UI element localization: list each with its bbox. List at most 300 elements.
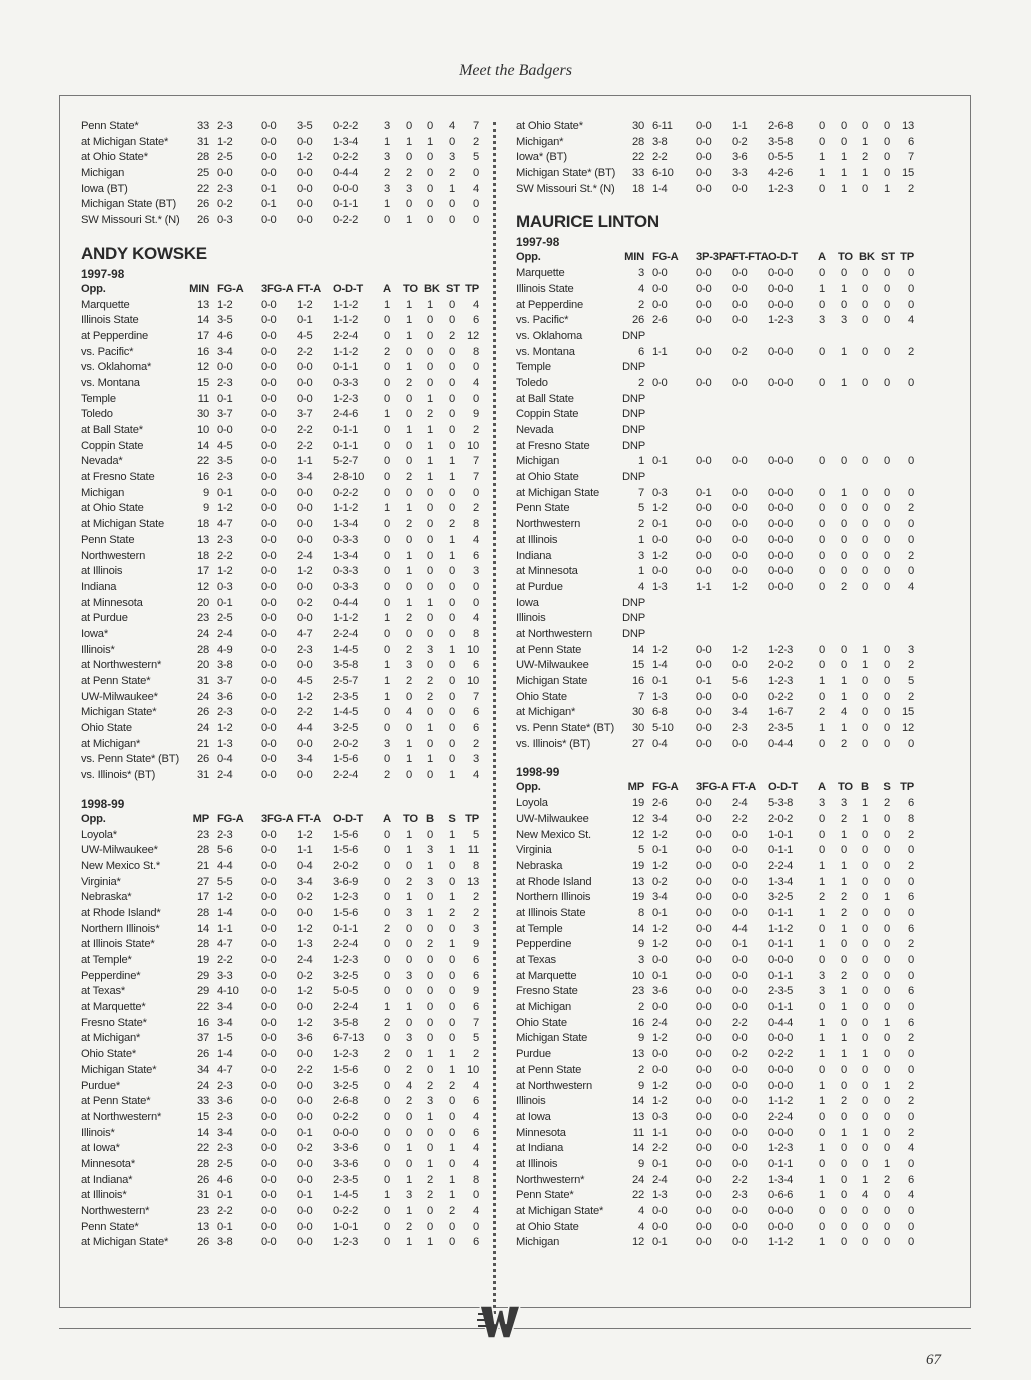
cell-stat: 25 bbox=[196, 167, 209, 180]
cell-stat: 1 bbox=[405, 298, 413, 311]
cell-stat: 0 bbox=[907, 518, 914, 531]
cell-stat: 0-0 bbox=[297, 906, 313, 919]
cell-stat: 0 bbox=[426, 151, 434, 164]
cell-stat: 11 bbox=[197, 392, 209, 405]
cell-stat: 13 bbox=[196, 1220, 209, 1233]
cell-stat: 1-2-3 bbox=[768, 675, 794, 687]
cell-stat: 0 bbox=[426, 167, 434, 180]
cell-stat: 1 bbox=[448, 1063, 456, 1076]
cell-stat: 0-0-0 bbox=[768, 533, 794, 546]
cell-stat: 0 bbox=[426, 969, 434, 982]
table-row bbox=[81, 1016, 481, 1032]
cell-opponent: Ohio State bbox=[516, 690, 567, 703]
cell-stat: 0-0 bbox=[261, 844, 277, 857]
cell-stat: 2-4 bbox=[732, 797, 748, 810]
cell-stat: 0 bbox=[907, 844, 914, 857]
cell-stat: 0-0 bbox=[217, 424, 233, 436]
cell-stat: 2 bbox=[405, 675, 413, 687]
cell-stat: 0-0 bbox=[297, 1079, 313, 1092]
cell-stat: 6 bbox=[472, 1001, 479, 1014]
cell-stat: 0-0 bbox=[732, 906, 748, 919]
cell-stat: 2-3 bbox=[217, 533, 233, 546]
cell-stat: 1 bbox=[861, 135, 869, 148]
cell-stat: 1-2-3 bbox=[333, 1236, 359, 1249]
cell-stat: 0-0 bbox=[732, 1079, 748, 1092]
cell-stat: 2-2 bbox=[297, 439, 313, 452]
cell-stat: 2-2 bbox=[732, 1173, 748, 1186]
cell-stat: A bbox=[383, 812, 391, 825]
cell-stat: 0 bbox=[818, 828, 826, 841]
cell-stat: 2-4-6 bbox=[333, 408, 359, 421]
cell-stat: 0-0-0 bbox=[768, 580, 794, 593]
cell-stat: 9 bbox=[472, 408, 479, 421]
cell-stat: B bbox=[426, 812, 434, 825]
table-row bbox=[516, 439, 916, 455]
cell-stat: 0-0 bbox=[696, 1157, 712, 1170]
cell-stat: 1 bbox=[861, 1126, 869, 1139]
cell-stat: 0 bbox=[840, 1110, 848, 1123]
cell-stat: 37 bbox=[196, 1032, 209, 1045]
cell-stat: 1 bbox=[818, 1048, 826, 1061]
cell-stat: 0-0 bbox=[297, 1205, 313, 1217]
cell-stat: 0-0 bbox=[732, 659, 748, 672]
cell-stat: 1-3 bbox=[652, 690, 668, 703]
cell-stat: 0 bbox=[448, 198, 456, 211]
cell-opponent: at Illinois bbox=[516, 1157, 558, 1170]
cell-stat: 0 bbox=[448, 675, 456, 687]
cell-stat: 0 bbox=[448, 361, 456, 374]
cell-stat: 26 bbox=[196, 1236, 209, 1249]
cell-stat: 0-0 bbox=[261, 214, 277, 227]
cell-opponent: Virginia* bbox=[81, 875, 121, 888]
cell-stat: 1-1-2 bbox=[333, 612, 359, 625]
cell-stat: 0 bbox=[883, 1110, 891, 1123]
cell-opponent: Penn State* bbox=[516, 1189, 574, 1202]
cell-stat: 0 bbox=[448, 439, 456, 452]
cell-stat: 3-2-5 bbox=[333, 722, 359, 735]
cell-opponent: Virginia bbox=[516, 844, 552, 857]
cell-stat: 3 bbox=[818, 797, 826, 810]
cell-stat: 1 bbox=[426, 1236, 434, 1249]
table-header bbox=[81, 812, 481, 828]
cell-stat: FT-A bbox=[297, 282, 322, 295]
cell-stat: TP bbox=[900, 781, 914, 794]
cell-stat: 0-1-1 bbox=[768, 844, 794, 857]
cell-stat: 0-0 bbox=[261, 345, 277, 358]
cell-stat: 0 bbox=[883, 518, 891, 531]
table-row bbox=[81, 1126, 481, 1142]
cell-stat: 0-0 bbox=[696, 1063, 712, 1076]
cell-stat: 0-0 bbox=[297, 1048, 313, 1061]
cell-stat: 0 bbox=[448, 859, 456, 872]
cell-stat: 3-5 bbox=[297, 120, 313, 132]
cell-stat: 30 bbox=[196, 408, 209, 421]
cell-stat: 2 bbox=[448, 329, 456, 342]
cell-stat: 0-0-0 bbox=[768, 298, 794, 311]
cell-stat: 0 bbox=[883, 938, 891, 951]
cell-stat: 2 bbox=[448, 167, 456, 180]
cell-stat: 1 bbox=[818, 875, 826, 888]
cell-stat: 24 bbox=[196, 1079, 209, 1092]
cell-stat: 0 bbox=[448, 969, 456, 982]
cell-opponent: Iowa* (BT) bbox=[516, 151, 567, 164]
cell-stat: 12 bbox=[631, 828, 644, 841]
cell-stat: 30 bbox=[631, 120, 644, 132]
cell-stat: 1-2-3 bbox=[333, 891, 359, 904]
cell-stat: 0 bbox=[383, 565, 391, 578]
cell-stat: 1-1-2 bbox=[333, 314, 359, 327]
cell-stat: 0 bbox=[818, 1001, 826, 1014]
cell-stat: 22 bbox=[631, 151, 644, 164]
cell-stat: 0-0 bbox=[261, 1173, 277, 1186]
table-row bbox=[516, 737, 916, 753]
cell-stat: 0-1-1 bbox=[333, 922, 359, 935]
cell-stat: 3-2-5 bbox=[768, 891, 794, 904]
cell-stat: 8 bbox=[472, 1173, 479, 1186]
cell-stat: 0 bbox=[861, 922, 869, 935]
cell-stat: 22 bbox=[196, 455, 209, 468]
cell-stat: 0-0 bbox=[732, 486, 748, 499]
cell-stat: 3 bbox=[818, 969, 826, 982]
cell-opponent: Ohio State* bbox=[81, 1048, 137, 1061]
cell-stat: 0 bbox=[426, 314, 434, 327]
cell-stat: 4 bbox=[472, 1079, 479, 1092]
cell-stat: 0-0 bbox=[261, 580, 277, 593]
cell-stat: 19 bbox=[631, 797, 644, 810]
cell-opponent: Purdue bbox=[516, 1048, 551, 1061]
cell-opponent: at Penn State bbox=[516, 643, 582, 656]
cell-stat: 3-6 bbox=[297, 1032, 313, 1045]
cell-stat: 0-0 bbox=[261, 769, 277, 782]
cell-stat: 0-0 bbox=[297, 1001, 313, 1014]
cell-stat: 0-0 bbox=[297, 1157, 313, 1170]
cell-stat: 15 bbox=[901, 706, 914, 719]
cell-stat: 4 bbox=[907, 314, 914, 327]
cell-opponent: Michigan State (BT) bbox=[81, 198, 177, 211]
cell-stat: 0 bbox=[907, 737, 914, 750]
table-header bbox=[81, 282, 481, 298]
cell-stat: 0 bbox=[861, 906, 869, 919]
cell-stat: 1-2 bbox=[652, 922, 668, 935]
cell-stat: 4 bbox=[637, 282, 644, 295]
cell-stat: 16 bbox=[631, 1016, 644, 1029]
cell-stat: 33 bbox=[196, 120, 209, 132]
cell-stat: 0 bbox=[383, 1095, 391, 1108]
cell-stat: 2 bbox=[883, 797, 891, 810]
cell-stat: 0 bbox=[448, 612, 456, 625]
table-row bbox=[81, 627, 481, 643]
cell-stat: 3-3-6 bbox=[333, 1142, 359, 1155]
cell-stat: 1 bbox=[405, 1236, 413, 1249]
cell-stat: 0-0 bbox=[732, 549, 748, 562]
cell-stat: 0 bbox=[448, 1126, 456, 1139]
cell-stat: 6 bbox=[472, 659, 479, 672]
cell-stat: 0-0 bbox=[732, 502, 748, 515]
cell-stat: 1 bbox=[448, 1048, 456, 1061]
cell-stat: 0-0 bbox=[261, 906, 277, 919]
cell-stat: 16 bbox=[196, 345, 209, 358]
cell-stat: 2 bbox=[637, 376, 644, 389]
cell-stat: 0 bbox=[840, 844, 848, 857]
cell-stat: 4 bbox=[472, 1157, 479, 1170]
cell-stat: 3 bbox=[907, 643, 914, 656]
cell-opponent: Penn State bbox=[516, 502, 570, 515]
cell-stat: 0-1 bbox=[732, 938, 748, 951]
cell-stat: 0 bbox=[883, 1205, 891, 1217]
cell-opponent: Michigan bbox=[516, 455, 560, 468]
cell-stat: 1 bbox=[448, 1173, 456, 1186]
cell-stat: 2 bbox=[637, 1001, 644, 1014]
cell-stat: 2-8-10 bbox=[333, 471, 365, 484]
cell-stat: 24 bbox=[196, 627, 209, 640]
cell-stat: 0-0 bbox=[696, 182, 712, 195]
cell-stat: 2 bbox=[405, 167, 413, 180]
cell-stat: 1 bbox=[883, 1016, 891, 1029]
cell-opponent: vs. Penn State* (BT) bbox=[81, 753, 179, 766]
cell-stat: 0 bbox=[818, 376, 826, 389]
season-label: 1998-99 bbox=[516, 765, 560, 780]
cell-stat: 0 bbox=[840, 954, 848, 966]
cell-stat: 3-6-9 bbox=[333, 875, 359, 888]
cell-stat: 1 bbox=[861, 1048, 869, 1061]
cell-stat: 1 bbox=[448, 182, 456, 195]
cell-stat: 1 bbox=[818, 722, 826, 735]
table-row bbox=[516, 859, 916, 875]
cell-stat: 0-4 bbox=[652, 737, 668, 750]
cell-stat: 6 bbox=[472, 969, 479, 982]
cell-opponent: Minnesota bbox=[516, 1126, 566, 1139]
table-row bbox=[81, 1188, 481, 1204]
cell-stat: 0 bbox=[383, 1063, 391, 1076]
cell-stat: 2 bbox=[818, 706, 826, 719]
table-row bbox=[81, 1031, 481, 1047]
table-row bbox=[516, 1235, 916, 1251]
cell-stat: 0 bbox=[405, 627, 413, 640]
cell-opponent: Nebraska* bbox=[81, 891, 132, 904]
cell-stat: 2 bbox=[818, 891, 826, 904]
cell-stat: 2 bbox=[637, 298, 644, 311]
left-column bbox=[81, 119, 481, 1251]
cell-opponent: at Marquette* bbox=[81, 1001, 146, 1014]
cell-stat: 1 bbox=[840, 722, 848, 735]
cell-stat: 0-2-2 bbox=[333, 151, 359, 164]
cell-stat: 0-0 bbox=[732, 298, 748, 311]
cell-stat: 0 bbox=[472, 486, 479, 499]
cell-stat: 14 bbox=[631, 1095, 644, 1108]
cell-stat: 2 bbox=[448, 1205, 456, 1217]
table-row bbox=[516, 407, 916, 423]
table-row bbox=[81, 392, 481, 408]
cell-stat: 1 bbox=[818, 1189, 826, 1202]
table-row bbox=[81, 1235, 481, 1251]
cell-stat: 0 bbox=[840, 643, 848, 656]
cell-stat: 18 bbox=[196, 549, 209, 562]
cell-stat: 0 bbox=[448, 1157, 456, 1170]
cell-stat: 0-0-0 bbox=[768, 486, 794, 499]
cell-stat: 0-0 bbox=[261, 985, 277, 998]
cell-opponent: Michigan bbox=[81, 486, 125, 499]
cell-opponent: Pepperdine* bbox=[81, 969, 141, 982]
cell-stat: 27 bbox=[196, 875, 209, 888]
cell-stat: 2-5-7 bbox=[333, 675, 359, 687]
cell-stat: 13 bbox=[196, 298, 209, 311]
cell-stat: 0-0 bbox=[261, 1001, 277, 1014]
cell-stat: 0 bbox=[426, 329, 434, 342]
cell-stat: 0 bbox=[818, 1205, 826, 1217]
cell-opponent: at Rhode Island bbox=[516, 875, 592, 888]
cell-stat: 0 bbox=[861, 706, 869, 719]
table-row bbox=[81, 875, 481, 891]
cell-stat: 5-3-8 bbox=[768, 797, 794, 810]
cell-stat: 0 bbox=[472, 580, 479, 593]
cell-stat: TO bbox=[403, 282, 418, 295]
cell-stat: 2-4 bbox=[297, 954, 313, 966]
table-row bbox=[516, 1094, 916, 1110]
table-row bbox=[516, 135, 916, 151]
cell-stat: 0-0 bbox=[696, 1189, 712, 1202]
cell-stat: 0 bbox=[448, 1110, 456, 1123]
cell-opponent: at Purdue bbox=[81, 612, 128, 625]
cell-stat: 3 bbox=[637, 549, 644, 562]
cell-stat: 0 bbox=[448, 985, 456, 998]
cell-stat: 1 bbox=[818, 1173, 826, 1186]
cell-opponent: Michigan State bbox=[516, 675, 588, 687]
page-number: 67 bbox=[926, 1352, 941, 1368]
cell-stat: 8 bbox=[472, 627, 479, 640]
cell-stat: 30 bbox=[631, 722, 644, 735]
cell-stat: 2 bbox=[383, 922, 391, 935]
cell-stat: 0 bbox=[840, 1079, 848, 1092]
cell-stat: FG-A bbox=[217, 812, 244, 825]
cell-stat: 0-4-4 bbox=[333, 167, 359, 180]
cell-stat: 3-3-6 bbox=[333, 1157, 359, 1170]
cell-stat: 0-0 bbox=[732, 1157, 748, 1170]
cell-stat: 6 bbox=[472, 954, 479, 966]
cell-stat: 0-0 bbox=[297, 167, 313, 180]
cell-stat: 0-0 bbox=[652, 1063, 668, 1076]
cell-stat: A bbox=[383, 282, 391, 295]
cell-stat: 6-7-13 bbox=[333, 1032, 365, 1045]
cell-stat: 0 bbox=[448, 298, 456, 311]
table-row bbox=[516, 423, 916, 439]
cell-stat: 0 bbox=[818, 345, 826, 358]
cell-stat: 0 bbox=[840, 1236, 848, 1249]
cell-stat: 0-1 bbox=[297, 314, 313, 327]
cell-stat: 1 bbox=[426, 298, 434, 311]
table-row bbox=[516, 843, 916, 859]
cell-stat: 2-3 bbox=[217, 1079, 233, 1092]
cell-stat: 1-2-3 bbox=[768, 643, 794, 656]
cell-opponent: SW Missouri St.* (N) bbox=[81, 214, 180, 227]
cell-stat: 0-2 bbox=[652, 875, 668, 888]
table-row bbox=[516, 1063, 916, 1079]
table-row bbox=[516, 1110, 916, 1126]
cell-stat: 0 bbox=[861, 1079, 869, 1092]
cell-stat: 0 bbox=[818, 690, 826, 703]
cell-stat: 3 bbox=[383, 120, 391, 132]
cell-opponent: at Northwestern* bbox=[81, 1110, 162, 1123]
table-row bbox=[81, 345, 481, 361]
cell-stat: 0-0 bbox=[297, 580, 313, 593]
cell-stat: 0 bbox=[840, 938, 848, 951]
cell-stat: 0-3-3 bbox=[333, 565, 359, 578]
cell-stat: 2 bbox=[907, 1032, 914, 1045]
table-row bbox=[81, 922, 481, 938]
cell-stat: 0-0 bbox=[297, 612, 313, 625]
cell-stat: 0-0 bbox=[261, 376, 277, 389]
table-row bbox=[81, 376, 481, 392]
cell-stat: 0 bbox=[426, 828, 434, 841]
cell-stat: 0 bbox=[818, 549, 826, 562]
cell-stat: 31 bbox=[196, 135, 209, 148]
cell-stat: 6 bbox=[907, 891, 914, 904]
cell-stat: 0 bbox=[818, 518, 826, 531]
cell-stat: 0-0 bbox=[261, 167, 277, 180]
cell-stat: 31 bbox=[196, 1189, 209, 1202]
cell-stat: 6 bbox=[472, 1236, 479, 1249]
cell-opponent: Opp. bbox=[516, 781, 541, 794]
cell-stat: 0-0 bbox=[652, 282, 668, 295]
cell-stat: 0-0 bbox=[297, 1173, 313, 1186]
cell-stat: 1 bbox=[383, 135, 391, 148]
cell-stat: 5-2-7 bbox=[333, 455, 359, 468]
cell-stat: 0 bbox=[448, 1220, 456, 1233]
cell-stat: 1 bbox=[448, 891, 456, 904]
cell-stat: 0 bbox=[883, 875, 891, 888]
cell-stat: 21 bbox=[196, 859, 209, 872]
cell-stat: 2 bbox=[405, 376, 413, 389]
cell-opponent: at Illinois State* bbox=[81, 938, 155, 951]
cell-stat: 0 bbox=[907, 1220, 914, 1233]
cell-stat: 0-2-2 bbox=[333, 214, 359, 227]
cell-stat: 0-0 bbox=[696, 969, 712, 982]
cell-stat: 0-4-4 bbox=[768, 1016, 794, 1029]
cell-stat: 2-3 bbox=[217, 471, 233, 484]
cell-stat: 3-8 bbox=[652, 135, 668, 148]
cell-stat: 27 bbox=[631, 737, 644, 750]
table-row bbox=[81, 611, 481, 627]
cell-stat: DNP bbox=[622, 424, 646, 436]
cell-stat: 0 bbox=[861, 1236, 869, 1249]
cell-stat: 0 bbox=[405, 722, 413, 735]
cell-stat: 0 bbox=[907, 455, 914, 468]
cell-stat: 26 bbox=[196, 706, 209, 719]
cell-stat: 0 bbox=[426, 954, 434, 966]
cell-stat: 0-1 bbox=[696, 675, 712, 687]
cell-stat: 4 bbox=[861, 1189, 869, 1202]
table-row bbox=[81, 828, 481, 844]
cell-stat: 1 bbox=[405, 214, 413, 227]
cell-stat: 3-6 bbox=[217, 1095, 233, 1108]
cell-stat: 0 bbox=[861, 844, 869, 857]
cell-opponent: Penn State* bbox=[81, 1220, 139, 1233]
cell-stat: 1 bbox=[861, 643, 869, 656]
table-row bbox=[516, 969, 916, 985]
cell-stat: 0-3-3 bbox=[333, 533, 359, 546]
cell-stat: 1-2 bbox=[652, 859, 668, 872]
cell-stat: 1-2 bbox=[297, 828, 313, 841]
cell-stat: 1 bbox=[818, 1079, 826, 1092]
cell-stat: 6 bbox=[907, 1173, 914, 1186]
cell-stat: 12 bbox=[196, 361, 209, 374]
cell-stat: 1-2 bbox=[652, 549, 668, 562]
cell-stat: 0 bbox=[405, 580, 413, 593]
table-row bbox=[516, 953, 916, 969]
cell-stat: 0 bbox=[883, 151, 891, 164]
cell-stat: 1 bbox=[448, 533, 456, 546]
cell-stat: 0 bbox=[883, 298, 891, 311]
table-row bbox=[516, 796, 916, 812]
